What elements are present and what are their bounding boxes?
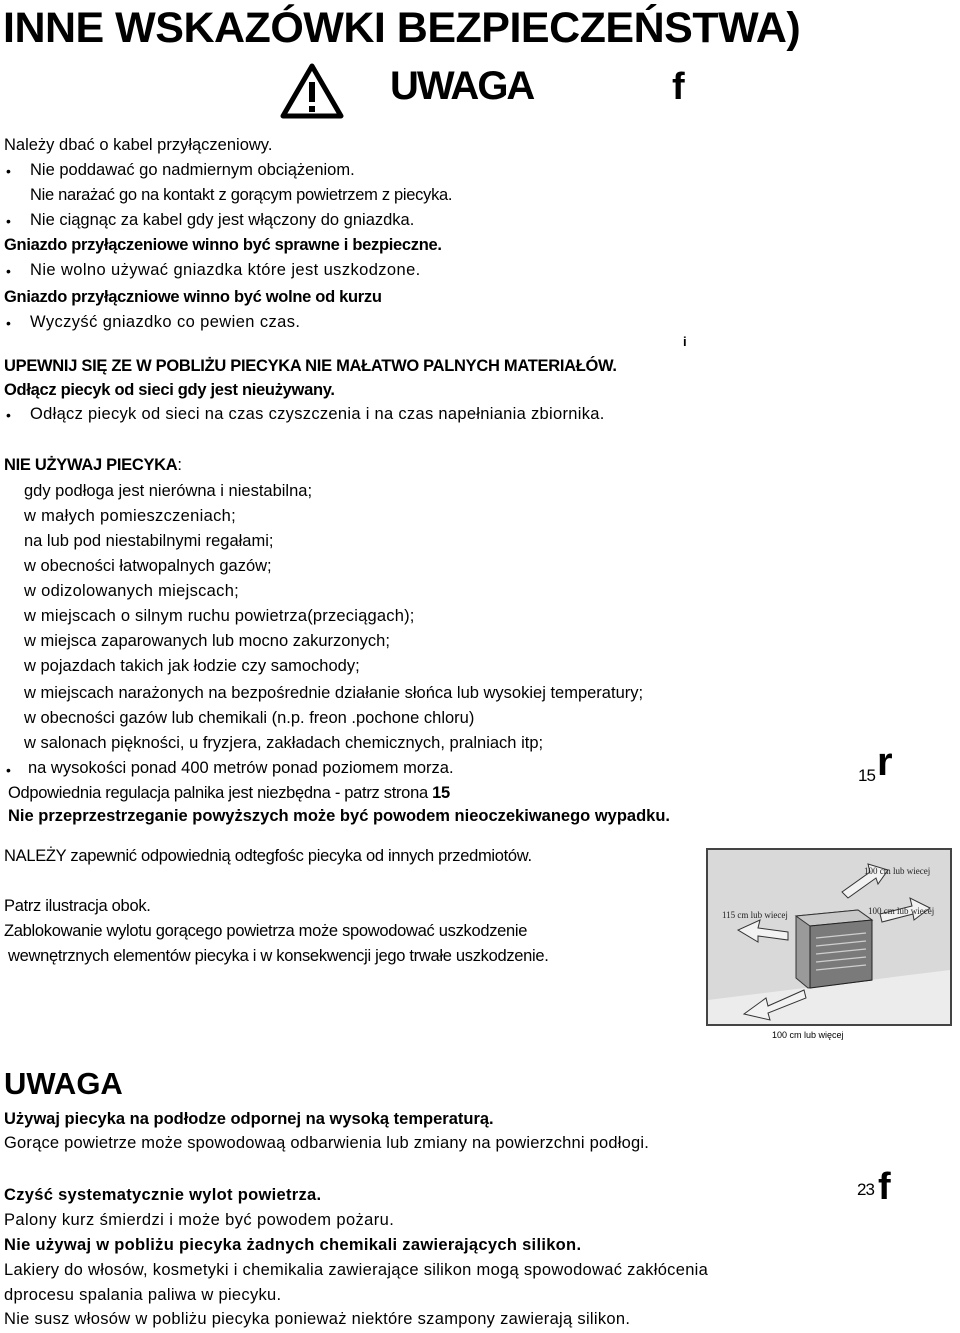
regulation-note: Odpowiednia regulacja palnika jest niezbędna - patrz strona [8,784,433,802]
cable-line: Nie poddawać go nadmiernym obciążeniom. [30,161,355,179]
warning-triangle-icon [280,62,344,120]
nie-uzywaj-item: na lub pod niestabilnymi regałami; [24,532,274,550]
side-page-number: 15 [858,766,875,785]
illustration-caption: 100 cm lub więcej [772,1030,844,1040]
bullet: • [6,213,11,229]
heater-clearance-drawing [708,850,950,1024]
cable-line: Nie wolno używać gniazdka które jest uszkodzone. [30,261,421,279]
bullet: • [6,762,11,778]
cable-line: Gniazdo przyłączeniowe winno być sprawne i bezpieczne. [4,236,442,254]
nie-uzywaj-item: w miejsca zaparowanych lub mocno zakurzonych; [24,632,390,650]
nie-uzywaj-item: w miejscach o silnym ruchu powietrza(przeciągach); [24,607,415,625]
distance-line: NALEŻY zapewnić odpowiednią odtegfośc piecyka od innych przedmiotów. [4,847,532,865]
nie-uzywaj-item: w salonach piękności, u fryzjera, zakładach chemicznych, pralniach itp; [24,734,544,752]
distance-line: Zablokowanie wylotu gorącego powietrza może spowodować uszkodzenie [4,922,528,940]
cable-line: Nie narażać go na kontakt z gorącym powietrzem z piecyka. [30,186,453,204]
side-page-number: 23 [857,1180,874,1199]
uwaga-heading: UWAGA [4,1066,123,1101]
nie-uzywaj-heading: NIE UŻYWAJ PIECYKA [4,456,178,474]
uwaga-line: Gorące powietrze może spowodowaą odbarwienia lub zmiany na powierzchni podłogi. [4,1134,649,1152]
nie-uzywaj-heading-wrap [4,456,182,475]
nie-uzywaj-item: w pojazdach takich jak łodzie czy samochody; [24,657,360,675]
cable-line: Odłącz piecyk od sieci na czas czyszczenia i na czas napełniania zbiornika. [30,405,605,423]
nie-uzywaj-item: w obecności łatwopalnych gazów; [24,557,272,575]
uwaga-line: Palony kurz śmierdzi i może być powodem pożaru. [4,1211,395,1229]
cable-line: Nie ciągnąc za kabel gdy jest włączony do gniazdka. [30,211,415,229]
uwaga-line: Nie używaj w pobliżu piecyka żadnych chemikali zawierających silikon. [4,1236,582,1254]
cable-line: UPEWNIJ SIĘ ZE W POBLIŻU PIECYKA NIE MAŁATWO PALNYCH MATERIAŁÓW. [4,357,617,375]
bullet: • [6,407,11,423]
bullet: • [6,315,11,331]
cable-line: Odłącz piecyk od sieci gdy jest nieużywany. [4,381,335,399]
consequence-note: Nie przeprzestrzeganie powyższych może być powodem nieoczekiwanego wypadku. [8,807,671,825]
nie-uzywaj-item: gdy podłoga jest nierówna i niestabilna; [24,482,313,500]
cable-line: Należy dbać o kabel przyłączeniowy. [4,136,273,154]
illustration-label: 100 cm lub wiecej [864,866,931,876]
uwaga-line: Lakiery do włosów, kosmetyki i chemikalia zawierające silikon mogą spowodować zakłócenia [4,1261,709,1279]
nie-uzywaj-item: w małych pomieszczeniach; [24,507,236,525]
r-mark: r [877,740,893,784]
illustration-label: 115 cm lub wiecej [722,910,788,920]
uwaga-line: Używaj piecyka na podłodze odpornej na wysoką temperaturą. [4,1110,494,1128]
heater-clearance-illustration [706,848,952,1026]
uwaga-line: Nie susz włosów w pobliżu piecyka ponieważ niektóre szampony zawierają silikon. [4,1310,631,1328]
info-mark: i [683,334,687,349]
uwaga-line: dprocesu spalania paliwa w piecyku. [4,1286,282,1304]
distance-line: Patrz ilustracja obok. [4,897,151,915]
f-mark: f [878,1166,891,1208]
f-mark: f [672,66,685,108]
cable-line: Gniazdo przyłączniowe winno być wolne od kurzu [4,288,382,306]
bullet: • [6,163,11,179]
nie-uzywaj-item: w obecności gazów lub chemikali (n.p. freon .pochone chloru) [24,709,475,727]
nie-uzywaj-item: w odizolowanych miejscach; [24,582,240,600]
regulation-note-wrap [8,784,450,803]
heading-colon: : [177,456,182,474]
uwaga-line: Czyść systematycznie wylot powietrza. [4,1186,322,1204]
illustration-label: 100 cm lub wiecej [868,906,935,916]
distance-line: wewnętrznych elementów piecyka i w konsekwencji jego trwałe uszkodzenie. [8,947,549,965]
page-title: INNE WSKAZÓWKI BEZPIECZEŃSTWA) [3,4,801,52]
cable-line: Wyczyść gniazdko co pewien czas. [30,313,301,331]
bullet: • [6,263,11,279]
nie-uzywaj-item: w miejscach narażonych na bezpośrednie działanie słońca lub wysokiej temperatury; [24,684,644,702]
regulation-page: 15 [432,784,450,802]
warning-label: UWAGA [390,64,534,108]
nie-uzywaj-item: na wysokości ponad 400 metrów ponad poziomem morza. [28,759,454,777]
